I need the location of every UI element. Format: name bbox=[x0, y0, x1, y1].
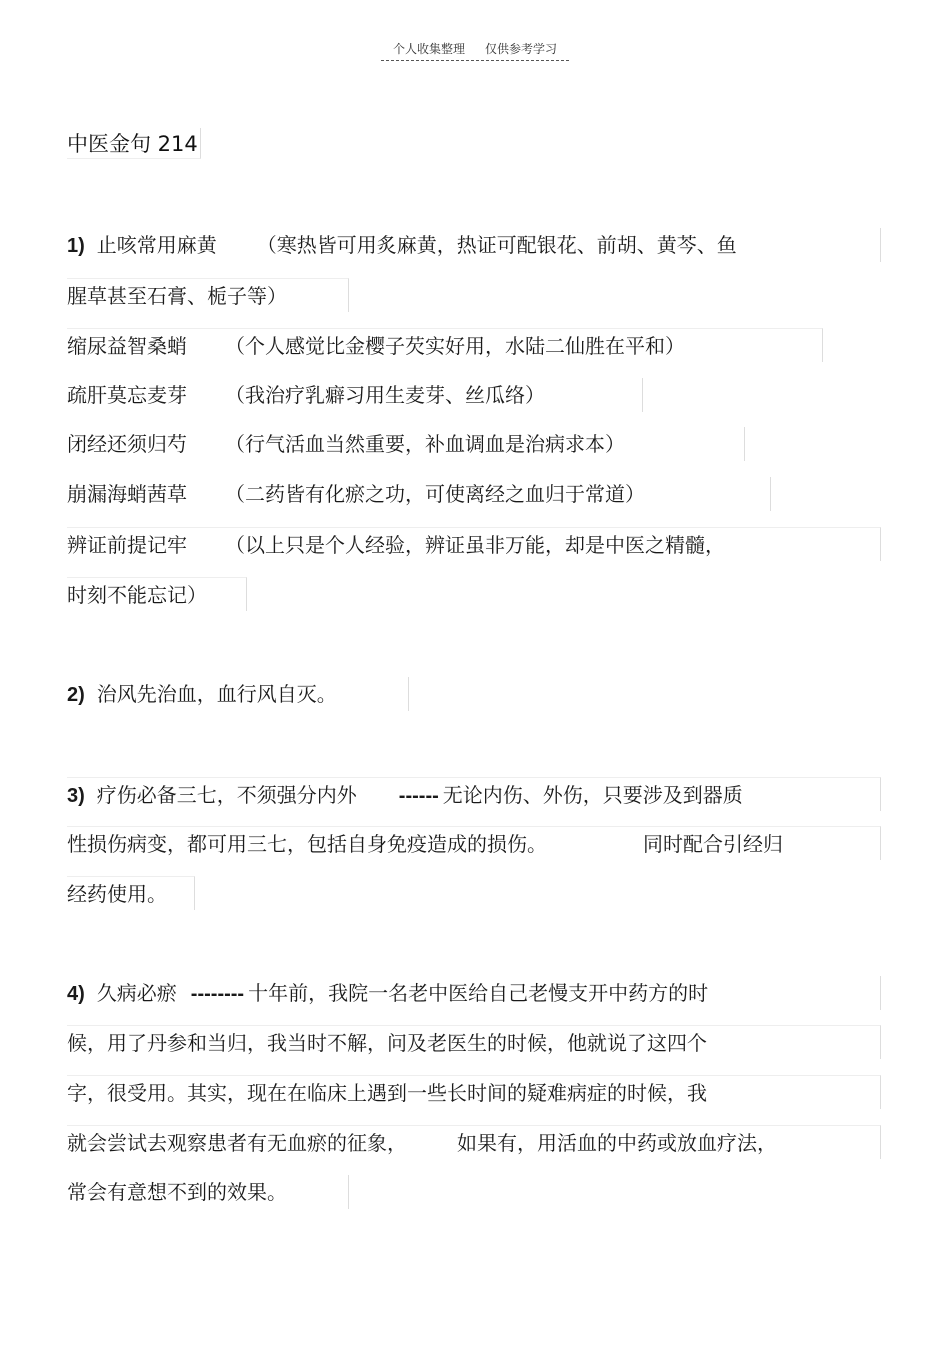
line-note: （行气活血当然重要，补血调血是治病求本） bbox=[225, 432, 625, 456]
item-4-line-4a: 就会尝试去观察患者有无血瘀的征象， bbox=[67, 1131, 407, 1155]
item-1-line-5 bbox=[67, 427, 745, 461]
line-main: 闭经还须归芍 bbox=[67, 432, 187, 456]
item-4-line-3: 字，很受用。其实，现在在临床上遇到一些长时间的疑难病症的时候，我 bbox=[67, 1075, 881, 1109]
item-4-main: 久病必瘀 bbox=[96, 981, 177, 1005]
item-1-line-6 bbox=[67, 477, 771, 511]
item-3-dash: ------ bbox=[398, 785, 439, 807]
item-4-line-2: 候，用了丹参和当归，我当时不解，问及老医生的时候，他就说了这四个 bbox=[67, 1025, 881, 1059]
item-1-note: （寒热皆可用炙麻黄，热证可配银花、前胡、黄芩、鱼 bbox=[256, 233, 737, 257]
line-note: （以上只是个人经验，辨证虽非万能，却是中医之精髓， bbox=[225, 533, 725, 557]
item-4-line-4b: 如果有，用活血的中药或放血疗法， bbox=[457, 1131, 777, 1155]
line-main: 崩漏海蛸茜草 bbox=[67, 482, 187, 506]
header-right: 仅供参考学习 bbox=[485, 42, 558, 56]
item-3-rest: 无论内伤、外伤，只要涉及到器质 bbox=[442, 783, 743, 807]
item-1-line-2: 腥草甚至石膏、栀子等） bbox=[67, 278, 349, 312]
item-3-line-2a: 性损伤病变，都可用三七，包括自身免疫造成的损伤。 bbox=[67, 832, 547, 856]
line-main: 缩尿益智桑蛸 bbox=[67, 334, 187, 358]
line-note: （个人感觉比金樱子芡实好用，水陆二仙胜在平和） bbox=[225, 334, 685, 358]
item-4-dash: -------- bbox=[190, 983, 245, 1005]
item-3-line-2b: 同时配合引经归 bbox=[643, 832, 783, 856]
header-underline bbox=[381, 40, 569, 61]
item-1-line-3 bbox=[67, 328, 823, 362]
item-4-number: 4) bbox=[67, 983, 85, 1005]
item-1-main: 止咳常用麻黄 bbox=[96, 233, 217, 257]
item-1-line-1 bbox=[67, 228, 881, 262]
item-2-number: 2) bbox=[67, 684, 85, 706]
item-3-main: 疗伤必备三七，不须强分内外 bbox=[96, 783, 357, 807]
item-4-rest: 十年前，我院一名老中医给自己老慢支开中药方的时 bbox=[248, 981, 709, 1005]
item-2-line-1 bbox=[67, 677, 409, 711]
item-4-line-5: 常会有意想不到的效果。 bbox=[67, 1175, 349, 1209]
item-3-number: 3) bbox=[67, 785, 85, 807]
line-note: （二药皆有化瘀之功，可使离经之血归于常道） bbox=[225, 482, 645, 506]
item-4-line-4 bbox=[67, 1125, 881, 1159]
item-3-line-3: 经药使用。 bbox=[67, 876, 195, 910]
page-title: 中医金句 214 bbox=[67, 128, 201, 159]
item-1-number: 1) bbox=[67, 235, 85, 257]
item-3-line-1 bbox=[67, 777, 881, 811]
item-1-line-7 bbox=[67, 527, 881, 561]
item-3-line-2 bbox=[67, 826, 881, 860]
line-main: 疏肝莫忘麦芽 bbox=[67, 383, 187, 407]
item-2-text: 治风先治血，血行风自灭。 bbox=[96, 682, 337, 706]
line-main: 辨证前提记牢 bbox=[67, 533, 187, 557]
header-left: 个人收集整理 bbox=[392, 42, 465, 56]
item-4-line-1 bbox=[67, 976, 881, 1010]
line-note: （我治疗乳癖习用生麦芽、丝瓜络） bbox=[225, 383, 545, 407]
item-1-line-8: 时刻不能忘记） bbox=[67, 577, 247, 611]
item-1-line-4 bbox=[67, 378, 643, 412]
page-header bbox=[0, 40, 950, 61]
